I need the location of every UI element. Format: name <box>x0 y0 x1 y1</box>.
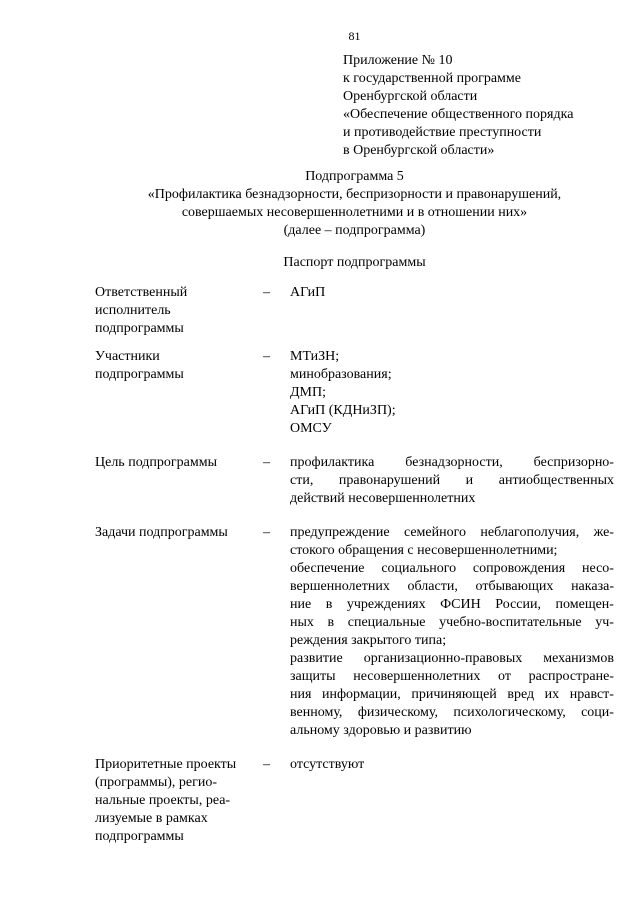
word: профилактика <box>290 455 375 470</box>
row-value-line-justified <box>290 650 614 668</box>
word: области, <box>407 579 458 594</box>
title-line: «Профилактика безнадзорности, беспризорности и правонарушений, <box>147 187 562 202</box>
row-label-line: лизуемые в рамках <box>95 811 208 826</box>
row-value <box>290 284 614 338</box>
row-value <box>290 454 614 508</box>
row-separator-dash: – <box>263 757 270 772</box>
word: от <box>498 669 511 684</box>
subprogram-title <box>95 168 614 240</box>
row-value-line-justified <box>290 472 614 490</box>
appendix-line: к государственной программе <box>343 71 521 86</box>
row-label <box>95 524 263 740</box>
word: беспризорно- <box>533 455 614 470</box>
row-value-line: стокого обращения с несовершеннолетними; <box>290 543 558 558</box>
word: развитие <box>290 651 343 666</box>
word: организационно-правовых <box>363 651 523 666</box>
appendix-line: Приложение № 10 <box>343 53 453 68</box>
row-value-line-justified <box>290 560 614 578</box>
word: ФСИН <box>440 597 481 612</box>
word: помещен- <box>555 597 614 612</box>
row-value-line: реждения закрытого типа; <box>290 633 447 648</box>
word: в <box>325 597 333 612</box>
row-value-line: ДМП; <box>290 385 326 400</box>
word: несо- <box>582 561 614 576</box>
row-value-line-justified <box>290 578 614 596</box>
word: неблагополучия, <box>480 525 580 540</box>
row-label-line: (программы), регио- <box>95 775 218 790</box>
word: наказа- <box>571 579 614 594</box>
word: семейного <box>403 525 466 540</box>
row-label-line: Задачи подпрограммы <box>95 525 228 540</box>
row-label <box>95 284 263 338</box>
row-value-line-justified <box>290 596 614 614</box>
word: учебно-воспитательные <box>439 615 582 630</box>
word: распростране- <box>528 669 614 684</box>
word: и <box>465 473 474 488</box>
word: несовершеннолетних <box>353 669 481 684</box>
row-value-line-justified <box>290 704 614 722</box>
row-label <box>95 454 263 508</box>
word: вред <box>507 687 535 702</box>
row-value-line: минобразования; <box>290 367 392 382</box>
word: в <box>327 615 335 630</box>
row-value-line: действий несовершеннолетних <box>290 491 476 506</box>
row-label-line: Цель подпрограммы <box>95 455 217 470</box>
row-value-line: отсутствуют <box>290 757 365 772</box>
row-value <box>290 756 614 846</box>
row-separator-dash: – <box>263 349 270 364</box>
row-label <box>95 348 263 438</box>
row-label-line: Приоритетные проекты <box>95 757 237 772</box>
word: сти, <box>290 473 314 488</box>
word: отбывающих <box>475 579 554 594</box>
word: их <box>544 687 560 702</box>
row-value-line: альному здоровью и развитию <box>290 723 472 738</box>
appendix-line: «Обеспечение общественного порядка <box>343 107 574 122</box>
row-label-line: подпрограммы <box>95 321 184 336</box>
title-line: (далее – подпрограмма) <box>283 223 426 238</box>
word: социального <box>381 561 457 576</box>
appendix-line: Оренбургской области <box>343 89 478 104</box>
word: России, <box>495 597 541 612</box>
word: предупреждение <box>290 525 390 540</box>
word: информации, <box>322 687 401 702</box>
passport-heading: Паспорт подпрограммы <box>283 255 426 270</box>
appendix-block <box>343 52 640 160</box>
passport-row <box>95 284 614 338</box>
word: уч- <box>595 615 614 630</box>
word: же- <box>593 525 614 540</box>
word: учреждениях <box>346 597 426 612</box>
passport-row <box>95 348 614 438</box>
passport-table <box>95 284 614 846</box>
row-value-line-justified <box>290 668 614 686</box>
row-separator-dash: – <box>263 285 270 300</box>
row-value-line: АГиП <box>290 285 326 300</box>
appendix-line: в Оренбургской области» <box>343 143 495 158</box>
row-value-line: АГиП (КДНиЗП); <box>290 403 396 418</box>
word: безнадзорности, <box>405 455 503 470</box>
word: ния <box>290 687 312 702</box>
word: механизмов <box>543 651 614 666</box>
title-line: совершаемых несовершеннолетними и в отношении них» <box>181 205 528 220</box>
word: физическому, <box>357 705 438 720</box>
word: обеспечение <box>290 561 365 576</box>
row-label-line: исполнитель <box>95 303 171 318</box>
row-value <box>290 348 614 438</box>
word: специальные <box>347 615 426 630</box>
passport-row <box>95 454 614 508</box>
row-value-line-justified <box>290 524 614 542</box>
row-value <box>290 524 614 740</box>
word: ных <box>290 615 314 630</box>
word: венному, <box>290 705 343 720</box>
word: антиобщественных <box>498 473 614 488</box>
row-label-line: Ответственный <box>95 285 188 300</box>
row-value-line-justified <box>290 686 614 704</box>
word: нравст- <box>569 687 614 702</box>
row-label <box>95 756 263 846</box>
word: соци- <box>581 705 614 720</box>
page-number: 81 <box>348 29 361 43</box>
title-line: Подпрограмма 5 <box>305 169 404 184</box>
word: защиты <box>290 669 336 684</box>
row-label-line: нальные проекты, реа- <box>95 793 231 808</box>
row-label-line: подпрограммы <box>95 367 184 382</box>
word: вершеннолетних <box>290 579 390 594</box>
word: ние <box>290 597 312 612</box>
row-value-line: МТиЗН; <box>290 349 340 364</box>
passport-row <box>95 524 614 740</box>
row-value-line-justified <box>290 614 614 632</box>
word: правонарушений <box>338 473 441 488</box>
word: сопровождения <box>472 561 566 576</box>
row-label-line: подпрограммы <box>95 829 184 844</box>
row-separator-dash: – <box>263 455 270 470</box>
row-separator-dash: – <box>263 525 270 540</box>
row-value-line: ОМСУ <box>290 421 332 436</box>
row-value-line-justified <box>290 454 614 472</box>
appendix-line: и противодействие преступности <box>343 125 542 140</box>
word: причиняющей <box>411 687 497 702</box>
word: психологическому, <box>453 705 566 720</box>
passport-row <box>95 756 614 846</box>
row-label-line: Участники <box>95 349 160 364</box>
